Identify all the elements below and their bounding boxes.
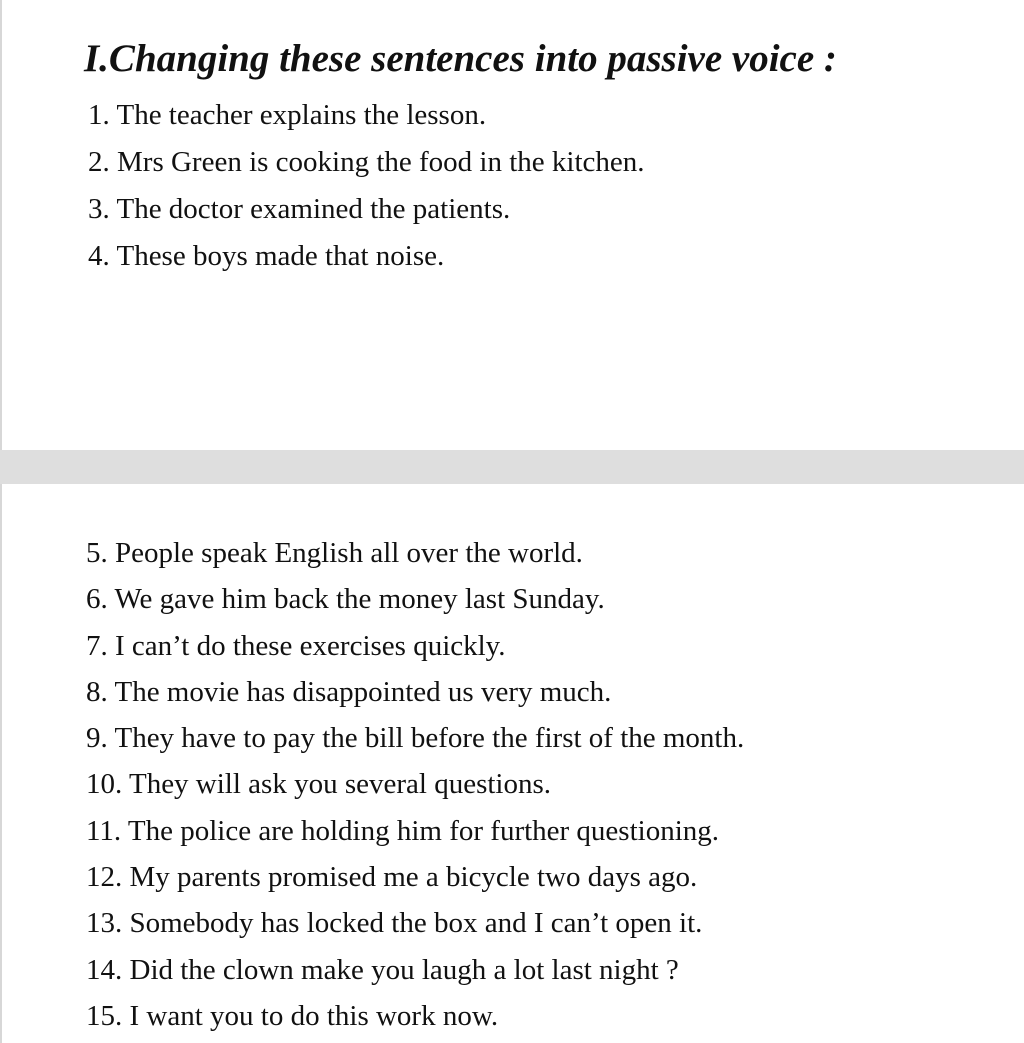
sentence-item: 3. The doctor examined the patients. [88,193,511,225]
sentence-item: 1. The teacher explains the lesson. [88,99,487,131]
sentence-item: 2. Mrs Green is cooking the food in the kitchen. [88,146,645,178]
sentence-item: 7. I can’t do these exercises quickly. [86,629,506,662]
sentence-item: 5. People speak English all over the world. [86,537,583,569]
sentence-item: 10. They will ask you several questions. [86,768,552,801]
sentence-item: 12. My parents promised me a bicycle two days ago. [86,861,698,894]
sentence-list-page-1 [88,92,645,280]
sentence-item: 8. The movie has disappointed us very much. [86,675,612,708]
sentence-item: 9. They have to pay the bill before the first of the month. [86,722,745,755]
sentence-item: 13. Somebody has locked the box and I can’t open it. [86,907,703,940]
exercise-title: I.Changing these sentences into passive voice : [84,37,837,80]
sentence-item: 15. I want you to do this work now. [86,999,499,1032]
sentence-item: 6. We gave him back the money last Sunday. [86,583,605,616]
sentence-item: 4. These boys made that noise. [88,240,445,272]
sentence-item: 11. The police are holding him for further questioning. [86,814,720,847]
page-separator [0,450,1024,484]
sentence-item: 14. Did the clown make you laugh a lot last night ? [86,953,679,986]
sentence-list-page-2 [86,530,744,1039]
document-page-1 [0,0,1024,450]
